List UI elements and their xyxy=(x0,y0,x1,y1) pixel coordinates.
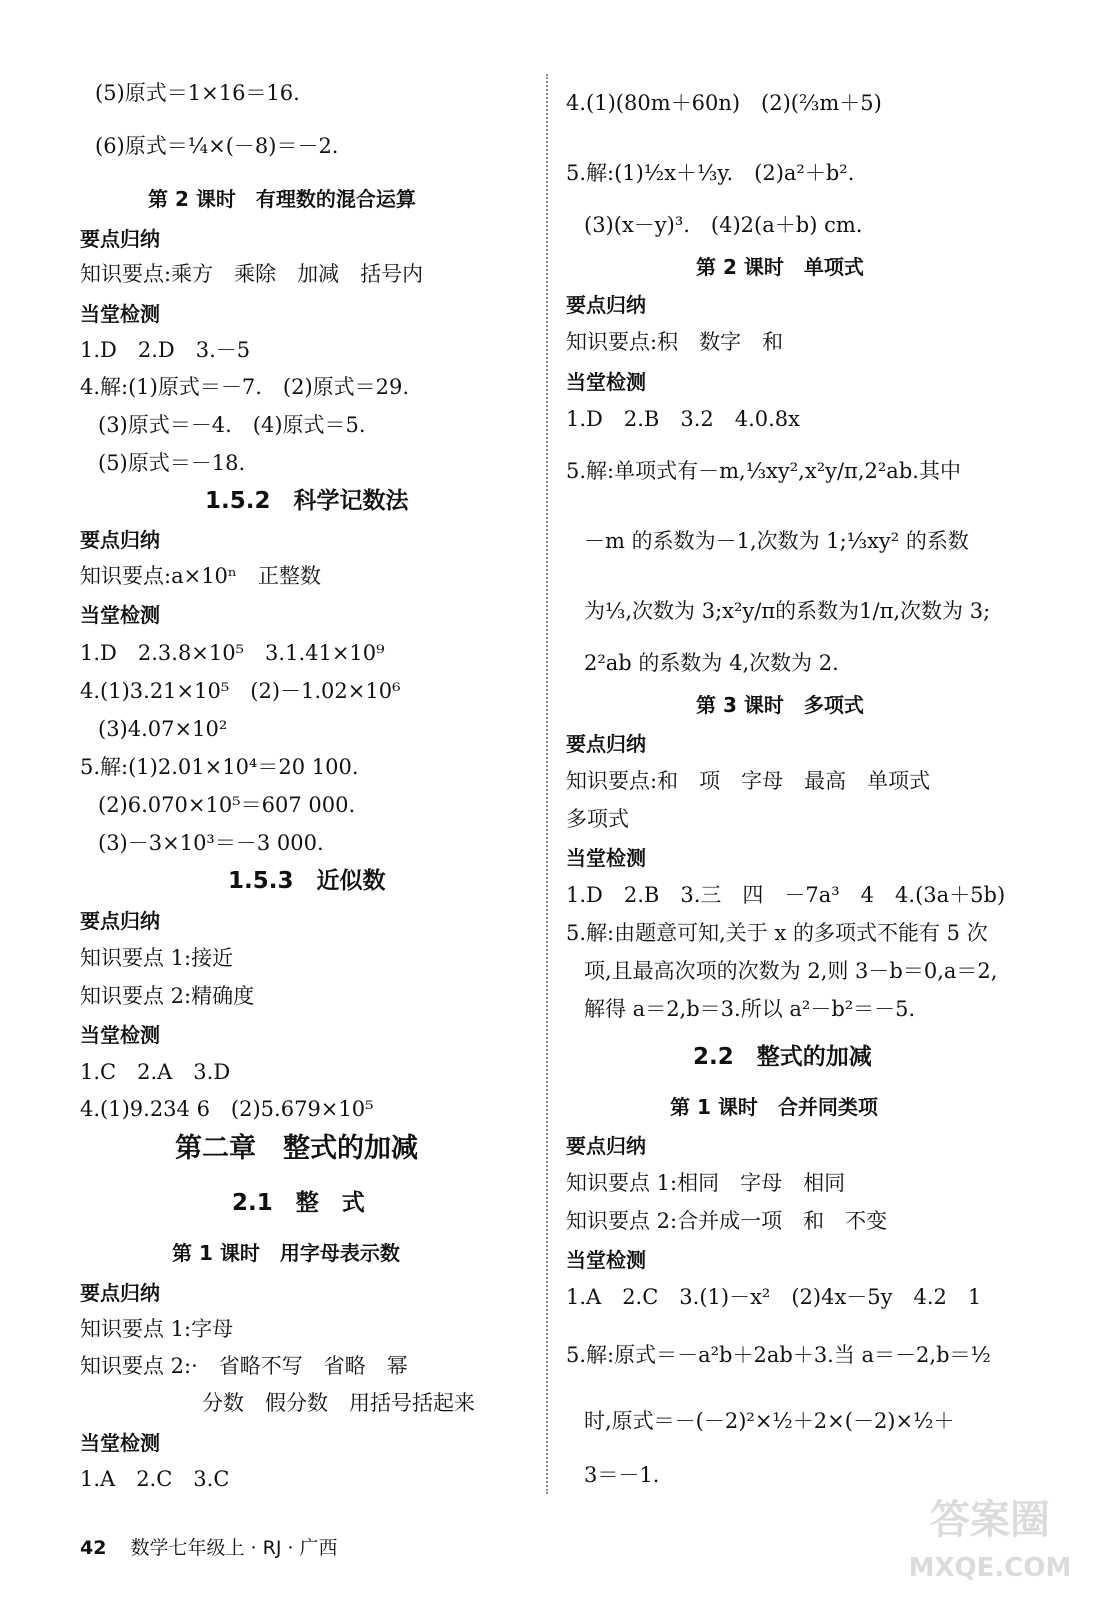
left-line-33: 分数 假分数 用括号括起来 xyxy=(202,1391,475,1415)
left-line-5: 当堂检测 xyxy=(80,302,160,326)
right-line-23: 要点归纳 xyxy=(566,1134,646,1158)
left-line-27: 第二章 整式的加减 xyxy=(175,1133,418,1164)
right-line-25: 知识要点 2:合并成一项 和 不变 xyxy=(566,1209,888,1233)
left-line-7: 4.解:(1)原式＝－7. (2)原式＝29. xyxy=(80,375,410,399)
left-line-16: (3)4.07×10² xyxy=(98,717,228,741)
svg-text:MXQE.COM: MXQE.COM xyxy=(908,1553,1072,1583)
left-line-9: (5)原式＝－18. xyxy=(98,451,246,475)
left-line-10: 1.5.2 科学记数法 xyxy=(205,488,409,514)
right-line-29: 时,原式＝－(－2)²×½＋2×(－2)×½＋ xyxy=(584,1409,955,1433)
right-line-11: 2²ab 的系数为 4,次数为 2. xyxy=(584,651,839,675)
left-line-17: 5.解:(1)2.01×10⁴＝20 100. xyxy=(80,755,359,779)
right-line-0: 4.(1)(80m＋60n) (2)(⅔m＋5) xyxy=(566,91,882,115)
left-line-14: 1.D 2.3.8×10⁵ 3.1.41×10⁹ xyxy=(80,641,385,665)
left-line-2: 第 2 课时 有理数的混合运算 xyxy=(148,187,416,211)
right-line-28: 5.解:原式＝－a²b＋2ab＋3.当 a＝－2,b＝½ xyxy=(566,1343,991,1367)
right-line-5: 知识要点:积 数字 和 xyxy=(566,330,784,354)
right-line-18: 5.解:由题意可知,关于 x 的多项式不能有 5 次 xyxy=(566,921,988,945)
right-line-24: 知识要点 1:相同 字母 相同 xyxy=(566,1171,846,1195)
left-line-8: (3)原式＝－4. (4)原式＝5. xyxy=(98,413,366,437)
page-number: 42 xyxy=(80,1537,107,1559)
right-line-2: (3)(x－y)³. (4)2(a＋b) cm. xyxy=(584,213,863,237)
right-line-19: 项,且最高次项的次数为 2,则 3－b＝0,a＝2, xyxy=(584,959,998,983)
left-line-12: 知识要点:a×10ⁿ 正整数 xyxy=(80,564,321,588)
right-line-6: 当堂检测 xyxy=(566,370,646,394)
watermark-logo xyxy=(900,1488,1080,1588)
right-line-9: －m 的系数为－1,次数为 1;⅓xy² 的系数 xyxy=(584,529,969,553)
svg-text:答案圈: 答案圈 xyxy=(930,1497,1050,1543)
right-line-8: 5.解:单项式有－m,⅓xy²,x²y/π,2²ab.其中 xyxy=(566,459,961,483)
left-line-25: 1.C 2.A 3.D xyxy=(80,1060,231,1084)
left-line-1: (6)原式＝¼×(－8)＝－2. xyxy=(95,134,339,158)
left-line-24: 当堂检测 xyxy=(80,1023,160,1047)
left-line-19: (3)－3×10³＝－3 000. xyxy=(98,831,324,855)
left-line-26: 4.(1)9.234 6 (2)5.679×10⁵ xyxy=(80,1097,374,1121)
right-line-15: 多项式 xyxy=(566,807,629,831)
right-line-14: 知识要点:和 项 字母 最高 单项式 xyxy=(566,769,931,793)
left-line-15: 4.(1)3.21×10⁵ (2)－1.02×10⁶ xyxy=(80,679,401,703)
left-line-22: 知识要点 1:接近 xyxy=(80,946,234,970)
right-line-13: 要点归纳 xyxy=(566,732,646,756)
left-line-31: 知识要点 1:字母 xyxy=(80,1317,234,1341)
left-line-0: (5)原式＝1×16＝16. xyxy=(95,81,300,105)
left-line-4: 知识要点:乘方 乘除 加减 括号内 xyxy=(80,262,424,286)
right-line-16: 当堂检测 xyxy=(566,846,646,870)
left-line-21: 要点归纳 xyxy=(80,909,160,933)
right-line-17: 1.D 2.B 3.三 四 －7a³ 4 4.(3a＋5b) xyxy=(566,883,1006,907)
left-line-29: 第 1 课时 用字母表示数 xyxy=(172,1241,400,1265)
right-line-21: 2.2 整式的加减 xyxy=(693,1044,872,1070)
left-line-28: 2.1 整 式 xyxy=(232,1190,365,1216)
right-line-27: 1.A 2.C 3.(1)－x² (2)4x－5y 4.2 1 xyxy=(566,1285,982,1309)
left-line-32: 知识要点 2:· 省略不写 省略 幂 xyxy=(80,1354,408,1378)
right-line-10: 为⅓,次数为 3;x²y/π的系数为1/π,次数为 3; xyxy=(584,599,991,623)
left-line-30: 要点归纳 xyxy=(80,1281,160,1305)
left-line-20: 1.5.3 近似数 xyxy=(228,868,386,894)
left-line-35: 1.A 2.C 3.C xyxy=(80,1467,230,1491)
right-line-3: 第 2 课时 单项式 xyxy=(696,255,864,279)
left-line-13: 当堂检测 xyxy=(80,603,160,627)
right-line-22: 第 1 课时 合并同类项 xyxy=(670,1095,878,1119)
left-line-6: 1.D 2.D 3.－5 xyxy=(80,338,251,362)
book-title: 数学七年级上 · RJ · 广西 xyxy=(130,1537,338,1559)
right-line-4: 要点归纳 xyxy=(566,293,646,317)
right-line-7: 1.D 2.B 3.2 4.0.8x xyxy=(566,407,801,431)
right-line-20: 解得 a＝2,b＝3.所以 a²－b²＝－5. xyxy=(584,997,916,1021)
left-line-23: 知识要点 2:精确度 xyxy=(80,984,255,1008)
left-line-34: 当堂检测 xyxy=(80,1431,160,1455)
right-line-12: 第 3 课时 多项式 xyxy=(696,693,864,717)
column-divider xyxy=(546,74,548,1494)
right-line-26: 当堂检测 xyxy=(566,1248,646,1272)
right-line-1: 5.解:(1)½x＋⅓y. (2)a²＋b². xyxy=(566,161,855,185)
left-line-18: (2)6.070×10⁵＝607 000. xyxy=(98,793,356,817)
right-line-30: 3＝－1. xyxy=(584,1463,660,1487)
left-line-3: 要点归纳 xyxy=(80,227,160,251)
page-footer xyxy=(80,1533,338,1560)
left-line-11: 要点归纳 xyxy=(80,528,160,552)
